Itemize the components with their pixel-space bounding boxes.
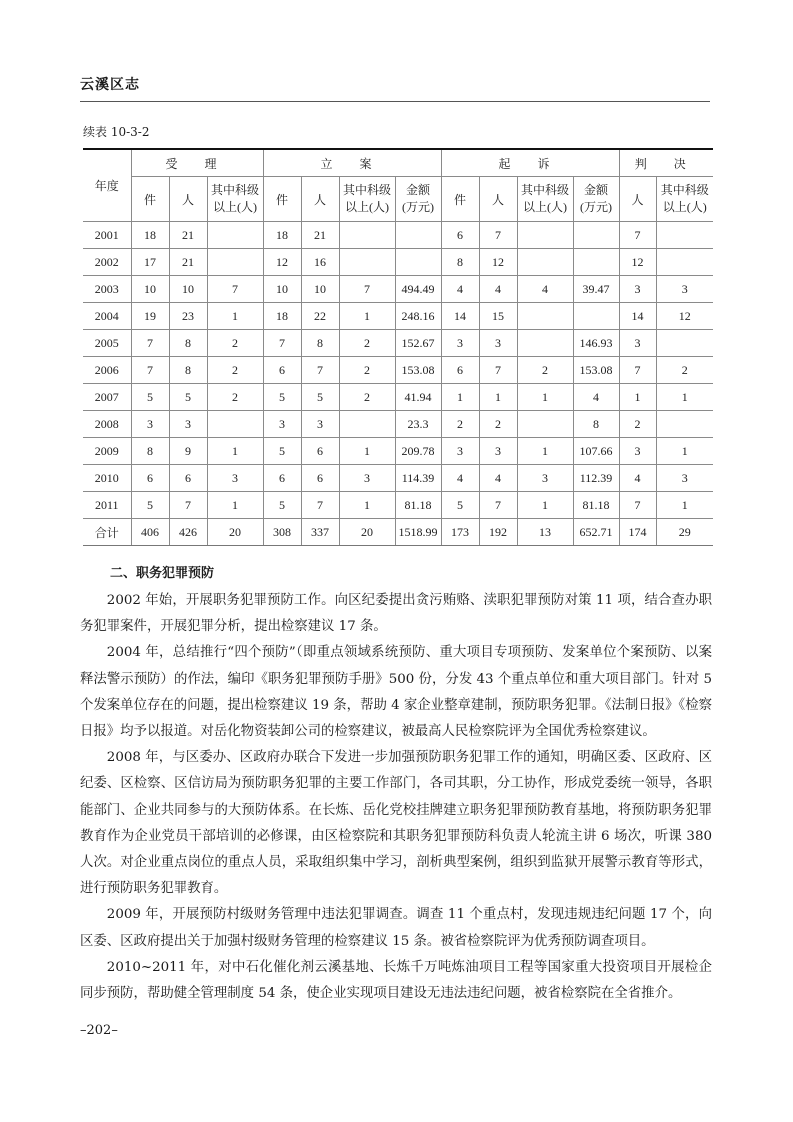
value-cell: 2 bbox=[619, 411, 656, 438]
value-cell: 4 bbox=[517, 276, 573, 303]
value-cell: 3 bbox=[656, 276, 713, 303]
paragraph: 2010~2011 年，对中石化催化剂云溪基地、长炼千万吨炼油项目工程等国家重大投资项目开展检企同步预防，帮助健全管理制度 54 条，使企业实现项目建设无违法违纪问题，被省检察院在全省推介。 bbox=[80, 959, 712, 1002]
value-cell: 10 bbox=[131, 276, 169, 303]
subheader-ke bbox=[517, 177, 573, 222]
table-caption: 续表 10-3-2 bbox=[83, 125, 150, 139]
subheader-ke-line1: 其中科级 bbox=[660, 183, 709, 197]
value-cell: 12 bbox=[656, 303, 713, 330]
value-cell: 4 bbox=[573, 384, 619, 411]
year-cell: 2011 bbox=[83, 492, 131, 519]
value-cell: 152.67 bbox=[395, 330, 441, 357]
value-cell: 7 bbox=[619, 492, 656, 519]
year-cell: 2006 bbox=[83, 357, 131, 384]
value-cell: 22 bbox=[301, 303, 339, 330]
value-cell: 1 bbox=[619, 384, 656, 411]
value-cell: 6 bbox=[263, 357, 301, 384]
value-cell: 3 bbox=[339, 465, 395, 492]
value-cell: 81.18 bbox=[395, 492, 441, 519]
value-cell: 5 bbox=[441, 492, 479, 519]
subheader-amount bbox=[395, 177, 441, 222]
value-cell bbox=[573, 303, 619, 330]
value-cell: 7 bbox=[301, 357, 339, 384]
value-cell: 1 bbox=[207, 492, 263, 519]
value-cell: 6 bbox=[263, 465, 301, 492]
value-cell: 1 bbox=[656, 492, 713, 519]
value-cell: 41.94 bbox=[395, 384, 441, 411]
year-cell: 2004 bbox=[83, 303, 131, 330]
table-row bbox=[83, 492, 713, 519]
value-cell: 21 bbox=[169, 222, 207, 249]
table-row bbox=[83, 276, 713, 303]
value-cell: 7 bbox=[479, 222, 517, 249]
value-cell: 7 bbox=[263, 330, 301, 357]
subheader-ke-line2: 以上(人) bbox=[523, 200, 567, 214]
running-head-title: 云溪区志 bbox=[80, 77, 140, 93]
value-cell: 2 bbox=[207, 357, 263, 384]
subheader-jian: 件 bbox=[263, 177, 301, 222]
value-cell: 14 bbox=[441, 303, 479, 330]
year-cell: 2001 bbox=[83, 222, 131, 249]
value-cell: 7 bbox=[479, 492, 517, 519]
value-cell: 5 bbox=[263, 438, 301, 465]
subheader-amount-line2: (万元) bbox=[402, 200, 434, 214]
value-cell: 9 bbox=[169, 438, 207, 465]
value-cell: 20 bbox=[339, 519, 395, 546]
value-cell: 4 bbox=[619, 465, 656, 492]
group-header-panjue: 判 决 bbox=[619, 149, 713, 177]
value-cell: 20 bbox=[207, 519, 263, 546]
year-cell: 2008 bbox=[83, 411, 131, 438]
value-cell: 6 bbox=[301, 465, 339, 492]
value-cell: 5 bbox=[131, 384, 169, 411]
table-row bbox=[83, 330, 713, 357]
value-cell: 1 bbox=[517, 492, 573, 519]
table-row-total bbox=[83, 519, 713, 546]
value-cell: 7 bbox=[169, 492, 207, 519]
page-number: –202– bbox=[80, 1023, 118, 1038]
value-cell bbox=[517, 249, 573, 276]
value-cell: 5 bbox=[263, 492, 301, 519]
value-cell: 3 bbox=[479, 438, 517, 465]
value-cell bbox=[517, 411, 573, 438]
section-title: 二、职务犯罪预防 bbox=[110, 566, 215, 581]
table-row bbox=[83, 411, 713, 438]
value-cell: 18 bbox=[131, 222, 169, 249]
value-cell bbox=[656, 222, 713, 249]
value-cell: 248.16 bbox=[395, 303, 441, 330]
subheader-jian: 件 bbox=[131, 177, 169, 222]
subheader-ren: 人 bbox=[479, 177, 517, 222]
subheader-ren: 人 bbox=[619, 177, 656, 222]
value-cell: 81.18 bbox=[573, 492, 619, 519]
value-cell: 174 bbox=[619, 519, 656, 546]
value-cell: 7 bbox=[339, 276, 395, 303]
value-cell bbox=[517, 222, 573, 249]
value-cell: 6 bbox=[441, 222, 479, 249]
value-cell: 153.08 bbox=[395, 357, 441, 384]
subheader-ke-line1: 其中科级 bbox=[342, 183, 391, 197]
value-cell: 2 bbox=[656, 357, 713, 384]
value-cell: 8 bbox=[441, 249, 479, 276]
value-cell: 5 bbox=[131, 492, 169, 519]
value-cell: 8 bbox=[169, 330, 207, 357]
value-cell: 3 bbox=[656, 465, 713, 492]
value-cell: 6 bbox=[301, 438, 339, 465]
table-row bbox=[83, 438, 713, 465]
value-cell: 7 bbox=[131, 330, 169, 357]
table-row bbox=[83, 384, 713, 411]
table-header-row bbox=[83, 149, 713, 177]
table-subheader-row bbox=[83, 177, 713, 222]
value-cell: 1 bbox=[656, 438, 713, 465]
group-header-qisu: 起 诉 bbox=[441, 149, 619, 177]
value-cell bbox=[207, 411, 263, 438]
value-cell: 3 bbox=[207, 465, 263, 492]
subheader-ke-line2: 以上(人) bbox=[213, 200, 257, 214]
value-cell bbox=[656, 330, 713, 357]
year-cell: 2010 bbox=[83, 465, 131, 492]
value-cell: 8 bbox=[573, 411, 619, 438]
value-cell: 494.49 bbox=[395, 276, 441, 303]
value-cell: 406 bbox=[131, 519, 169, 546]
value-cell: 146.93 bbox=[573, 330, 619, 357]
value-cell: 2 bbox=[339, 384, 395, 411]
value-cell: 4 bbox=[441, 465, 479, 492]
value-cell bbox=[395, 249, 441, 276]
year-cell: 合计 bbox=[83, 519, 131, 546]
subheader-amount-line2: (万元) bbox=[580, 200, 612, 214]
value-cell: 10 bbox=[263, 276, 301, 303]
value-cell: 337 bbox=[301, 519, 339, 546]
subheader-jian: 件 bbox=[441, 177, 479, 222]
year-header: 年度 bbox=[83, 149, 131, 222]
value-cell: 1 bbox=[339, 303, 395, 330]
value-cell: 1 bbox=[517, 384, 573, 411]
value-cell: 2 bbox=[517, 357, 573, 384]
value-cell bbox=[395, 222, 441, 249]
value-cell: 2 bbox=[207, 384, 263, 411]
value-cell: 2 bbox=[339, 330, 395, 357]
value-cell: 7 bbox=[619, 357, 656, 384]
value-cell: 7 bbox=[479, 357, 517, 384]
value-cell: 21 bbox=[301, 222, 339, 249]
value-cell bbox=[207, 249, 263, 276]
subheader-ke bbox=[656, 177, 713, 222]
value-cell: 18 bbox=[263, 303, 301, 330]
paragraph: 2004 年，总结推行“四个预防”（即重点领域系统预防、重大项目专项预防、发案单位个案预防、以案释法警示预防）的作法，编印《职务犯罪预防手册》500 份，分发 43 个重点单位和重大项目部门。针对 5 个发案单位存在的问题，提出检察建议 19 条，帮助 4 家企业整章建制，预防职务犯罪。《法制日报》《检察日报》均予以报道。对岳化物资装卸公司的检察建议，被最高人民检察院评为全国优秀检察建议。 bbox=[80, 645, 712, 740]
value-cell: 2 bbox=[207, 330, 263, 357]
value-cell: 23.3 bbox=[395, 411, 441, 438]
subheader-ke-line1: 其中科级 bbox=[520, 183, 569, 197]
value-cell: 209.78 bbox=[395, 438, 441, 465]
value-cell: 5 bbox=[169, 384, 207, 411]
value-cell: 8 bbox=[301, 330, 339, 357]
statistics-table bbox=[83, 148, 713, 546]
value-cell: 1 bbox=[339, 492, 395, 519]
subheader-ke bbox=[339, 177, 395, 222]
body-text bbox=[80, 588, 712, 1007]
value-cell bbox=[207, 222, 263, 249]
subheader-amount bbox=[573, 177, 619, 222]
value-cell: 426 bbox=[169, 519, 207, 546]
value-cell: 107.66 bbox=[573, 438, 619, 465]
value-cell: 39.47 bbox=[573, 276, 619, 303]
value-cell: 4 bbox=[441, 276, 479, 303]
value-cell: 2 bbox=[441, 411, 479, 438]
year-cell: 2009 bbox=[83, 438, 131, 465]
value-cell: 14 bbox=[619, 303, 656, 330]
value-cell: 8 bbox=[169, 357, 207, 384]
table-row bbox=[83, 303, 713, 330]
value-cell bbox=[517, 303, 573, 330]
value-cell: 15 bbox=[479, 303, 517, 330]
year-cell: 2005 bbox=[83, 330, 131, 357]
subheader-ren: 人 bbox=[301, 177, 339, 222]
value-cell: 1 bbox=[441, 384, 479, 411]
value-cell: 112.39 bbox=[573, 465, 619, 492]
table-row bbox=[83, 357, 713, 384]
value-cell: 10 bbox=[169, 276, 207, 303]
value-cell: 7 bbox=[207, 276, 263, 303]
value-cell: 3 bbox=[441, 330, 479, 357]
subheader-ke-line2: 以上(人) bbox=[662, 200, 707, 214]
value-cell: 2 bbox=[479, 411, 517, 438]
subheader-amount-line1: 金额 bbox=[583, 183, 608, 197]
value-cell: 12 bbox=[479, 249, 517, 276]
value-cell: 6 bbox=[169, 465, 207, 492]
table-row bbox=[83, 249, 713, 276]
value-cell: 3 bbox=[619, 438, 656, 465]
value-cell: 12 bbox=[619, 249, 656, 276]
value-cell: 1 bbox=[207, 438, 263, 465]
value-cell: 29 bbox=[656, 519, 713, 546]
header-rule bbox=[80, 101, 710, 102]
value-cell: 5 bbox=[263, 384, 301, 411]
value-cell: 7 bbox=[301, 492, 339, 519]
value-cell: 4 bbox=[479, 276, 517, 303]
value-cell: 18 bbox=[263, 222, 301, 249]
paragraph: 2002 年始，开展职务犯罪预防工作。向区纪委提出贪污贿赂、渎职犯罪预防对策 11 项，结合查办职务犯罪案件，开展犯罪分析，提出检察建议 17 条。 bbox=[80, 593, 712, 635]
value-cell: 16 bbox=[301, 249, 339, 276]
value-cell: 3 bbox=[517, 465, 573, 492]
value-cell: 1 bbox=[656, 384, 713, 411]
subheader-ke-line2: 以上(人) bbox=[345, 200, 389, 214]
value-cell bbox=[573, 222, 619, 249]
year-cell: 2002 bbox=[83, 249, 131, 276]
subheader-ren: 人 bbox=[169, 177, 207, 222]
value-cell: 2 bbox=[339, 357, 395, 384]
value-cell: 1518.99 bbox=[395, 519, 441, 546]
value-cell: 1 bbox=[517, 438, 573, 465]
year-cell: 2003 bbox=[83, 276, 131, 303]
value-cell bbox=[656, 411, 713, 438]
value-cell: 19 bbox=[131, 303, 169, 330]
value-cell: 652.71 bbox=[573, 519, 619, 546]
value-cell: 153.08 bbox=[573, 357, 619, 384]
value-cell: 114.39 bbox=[395, 465, 441, 492]
value-cell: 3 bbox=[301, 411, 339, 438]
subheader-ke bbox=[207, 177, 263, 222]
value-cell: 7 bbox=[131, 357, 169, 384]
paragraph: 2008 年，与区委办、区政府办联合下发进一步加强预防职务犯罪工作的通知，明确区委、区政府、区纪委、区检察、区信访局为预防职务犯罪的主要工作部门，各司其职，分工协作，形成党委统一领导，各职能部门、企业共同参与的大预防体系。在长炼、岳化党校挂牌建立职务犯罪预防教育基地，将预防职务犯罪教育作为企业党员干部培训的必修课，由区检察院和其职务犯罪预防科负责人轮流主讲 6 场次，听课 380 人次。对企业重点岗位的重点人员，采取组织集中学习，剖析典型案例，组织到监狱开展警示教育等形式，进行预防职务犯罪教育。 bbox=[80, 750, 712, 897]
value-cell: 6 bbox=[131, 465, 169, 492]
value-cell: 3 bbox=[169, 411, 207, 438]
year-cell: 2007 bbox=[83, 384, 131, 411]
value-cell: 12 bbox=[263, 249, 301, 276]
table-row bbox=[83, 222, 713, 249]
value-cell: 17 bbox=[131, 249, 169, 276]
value-cell: 3 bbox=[441, 438, 479, 465]
subheader-amount-line1: 金额 bbox=[405, 183, 430, 197]
value-cell: 13 bbox=[517, 519, 573, 546]
value-cell bbox=[517, 330, 573, 357]
value-cell bbox=[339, 222, 395, 249]
value-cell: 308 bbox=[263, 519, 301, 546]
value-cell: 6 bbox=[441, 357, 479, 384]
value-cell: 1 bbox=[479, 384, 517, 411]
value-cell bbox=[656, 249, 713, 276]
value-cell bbox=[339, 249, 395, 276]
subheader-ke-line1: 其中科级 bbox=[210, 183, 259, 197]
table-body bbox=[83, 222, 713, 546]
value-cell: 5 bbox=[301, 384, 339, 411]
value-cell: 8 bbox=[131, 438, 169, 465]
value-cell: 3 bbox=[131, 411, 169, 438]
value-cell: 192 bbox=[479, 519, 517, 546]
group-header-lian: 立 案 bbox=[263, 149, 441, 177]
paragraph: 2009 年，开展预防村级财务管理中违法犯罪调查。调查 11 个重点村，发现违规违纪问题 17 个，向区委、区政府提出关于加强村级财务管理的检察建议 15 条。被省检察院评为优秀预防调查项目。 bbox=[80, 907, 712, 949]
value-cell: 3 bbox=[263, 411, 301, 438]
value-cell: 173 bbox=[441, 519, 479, 546]
value-cell: 7 bbox=[619, 222, 656, 249]
value-cell: 3 bbox=[479, 330, 517, 357]
value-cell: 1 bbox=[339, 438, 395, 465]
value-cell: 4 bbox=[479, 465, 517, 492]
value-cell bbox=[573, 249, 619, 276]
table-row bbox=[83, 465, 713, 492]
value-cell: 3 bbox=[619, 330, 656, 357]
group-header-shouli: 受 理 bbox=[131, 149, 263, 177]
value-cell: 23 bbox=[169, 303, 207, 330]
value-cell: 21 bbox=[169, 249, 207, 276]
value-cell bbox=[339, 411, 395, 438]
value-cell: 3 bbox=[619, 276, 656, 303]
value-cell: 1 bbox=[207, 303, 263, 330]
value-cell: 10 bbox=[301, 276, 339, 303]
